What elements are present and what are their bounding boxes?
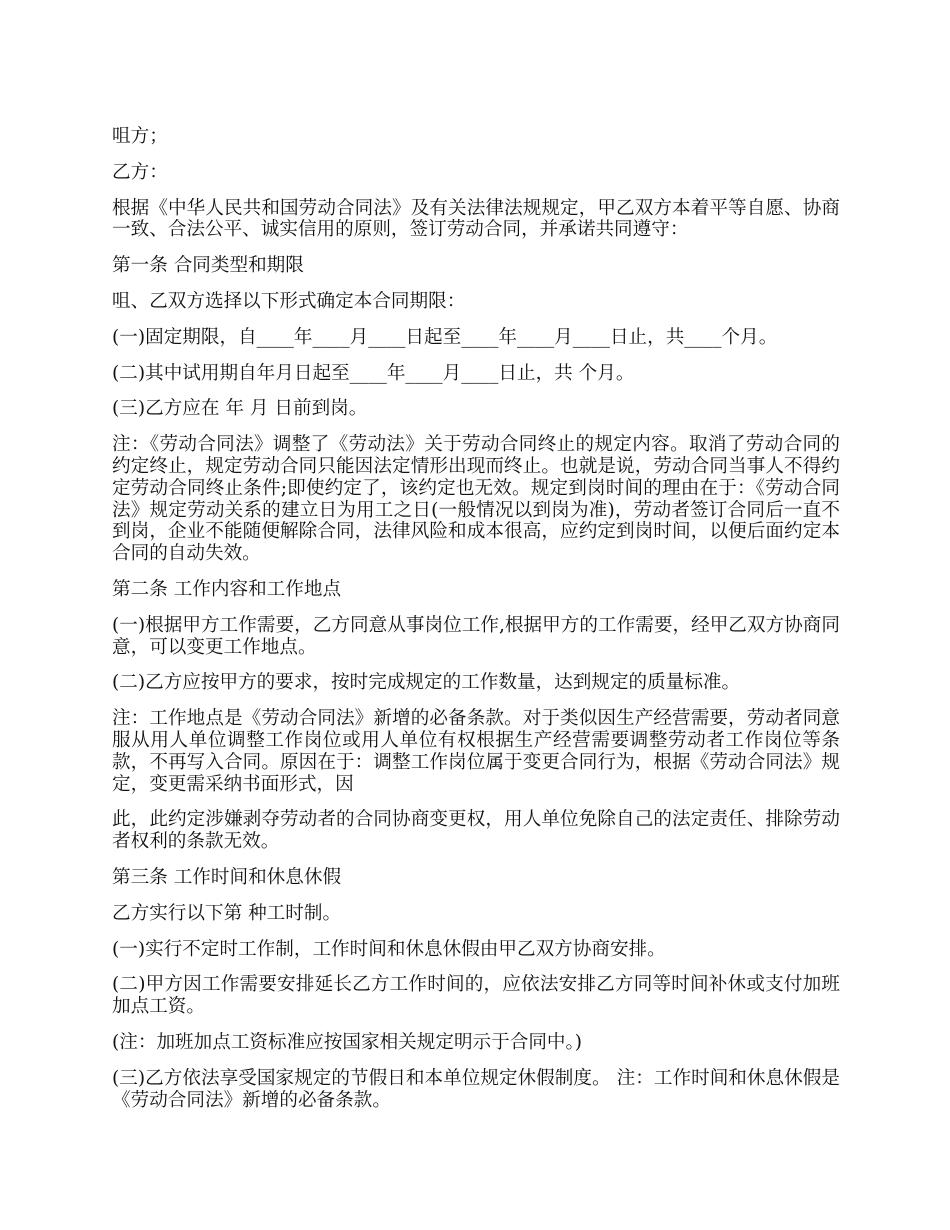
article-2-note-continued: 此，此约定涉嫌剥夺劳动者的合同协商变更权，用人单位免除自己的法定责任、排除劳动者权利的条款无效。 bbox=[112, 809, 840, 853]
article-3-clause-1: (一)实行不定时工作制，工作时间和休息休假由甲乙双方协商安排。 bbox=[112, 938, 666, 960]
article-2-heading: 第二条 工作内容和工作地点 bbox=[112, 578, 342, 600]
article-3-heading: 第三条 工作时间和休息休假 bbox=[112, 866, 342, 888]
party-a-line: 咀方； bbox=[112, 126, 168, 147]
article-1-intro: 咀、乙双方选择以下形式确定本合同期限： bbox=[112, 290, 466, 312]
article-2-clause-2: (二)乙方应按甲方的要求，按时完成规定的工作数量，达到规定的质量标准。 bbox=[112, 672, 741, 694]
article-2-clause-1: (一)根据甲方工作需要，乙方同意从事岗位工作,根据甲方的工作需要，经甲乙双方协商同意，可以变更工作地点。 bbox=[112, 614, 840, 658]
article-3-note: (注：加班加点工资标准应按国家相关规定明示于合同中。) bbox=[112, 1031, 583, 1053]
article-3-clause-3: (三)乙方依法享受国家规定的节假日和本单位规定休假制度。 注：工作时间和休息休假是《劳动合同法》新增的必备条款。 bbox=[112, 1067, 840, 1111]
article-2-note: 注：工作地点是《劳动合同法》新增的必备条款。对于类似因生产经营需要，劳动者同意服从用人单位调整工作岗位或用人单位有权根据生产经营需要调整劳动者工作岗位等条款，不再写入合同。原因在于：调整工作岗位属于变更合同行为，根据《劳动合同法》规定，变更需采纳书面形式，因 bbox=[112, 708, 840, 795]
article-1-heading: 第一条 合同类型和期限 bbox=[112, 255, 304, 277]
article-3-clause-2: (二)甲方因工作需要安排延长乙方工作时间的，应依法安排乙方同等时间补休或支付加班加点工资。 bbox=[112, 974, 840, 1018]
article-1-clause-3: (三)乙方应在 年 月 日前到岗。 bbox=[112, 398, 368, 420]
article-1-note: 注：《劳动合同法》调整了《劳动法》关于劳动合同终止的规定内容。取消了劳动合同的约定终止，规定劳动合同只能因法定情形出现而终止。也就是说，劳动合同当事人不得约定劳动合同终止条件;即使约定了，该约定也无效。规定到岗时间的理由在于：《劳动合同法》规定劳动关系的建立日为用工之日(一般情况以到岗为准)，劳动者签订合同后一直不到岗，企业不能随便解除合同，法律风险和成本很高，应约定到岗时间，以便后面约定本合同的自动失效。 bbox=[112, 434, 840, 565]
article-1-clause-1: (一)固定期限，自____年____月____日起至____年____月____日止，共____个月。 bbox=[112, 326, 778, 348]
preamble-paragraph: 根据《中华人民共和国劳动合同法》及有关法律法规规定，甲乙双方本着平等自愿、协商一致、合法公平、诚实信用的原则，签订劳动合同，并承诺共同遵守： bbox=[112, 197, 840, 241]
party-b-line: 乙方： bbox=[112, 161, 168, 183]
article-3-intro: 乙方实行以下第 种工时制。 bbox=[112, 902, 342, 924]
article-1-clause-2: (二)其中试用期自年月日起至____年____月____日止，共 个月。 bbox=[112, 362, 635, 384]
